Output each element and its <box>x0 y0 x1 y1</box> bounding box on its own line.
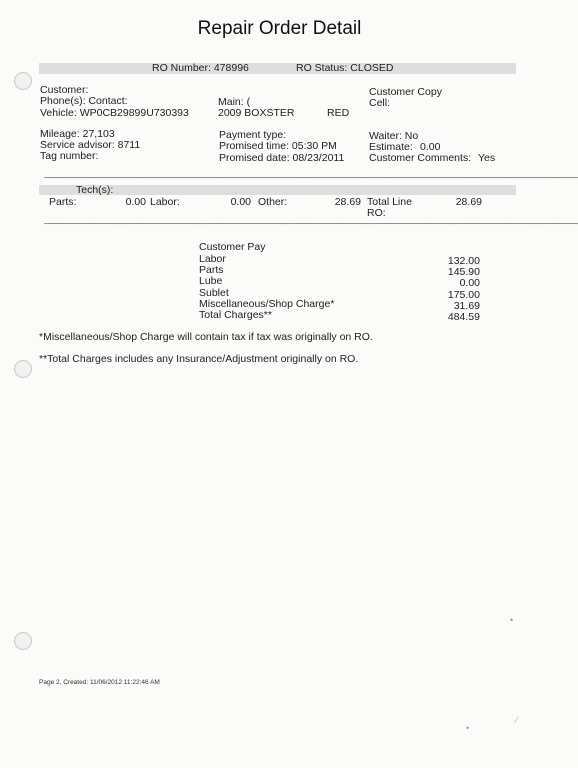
scan-mark: ⁄ <box>516 715 518 725</box>
parts-label: Parts: <box>49 196 77 208</box>
page-title: Repair Order Detail <box>197 18 362 39</box>
summary-label-labor: Labor <box>199 253 226 265</box>
summary-label-parts: Parts <box>199 264 224 276</box>
binder-hole-bottom <box>14 632 32 650</box>
summary-value-total: 484.59 <box>447 311 480 323</box>
ro-number: RO Number: 478996 <box>152 62 249 74</box>
ro-status: RO Status: CLOSED <box>296 62 394 74</box>
header-band <box>39 63 516 74</box>
main-phone: Main: ( <box>218 96 251 108</box>
total-line-value: 28.69 <box>455 196 482 208</box>
customer-pay-heading: Customer Pay <box>199 241 266 253</box>
parts-value: 0.00 <box>125 196 146 208</box>
estimate-value: 0.00 <box>420 141 441 153</box>
total-line-label: Total Line <box>367 196 412 208</box>
phones-label: Phone(s): Contact: <box>40 95 128 107</box>
summary-label-misc: Miscellaneous/Shop Charge* <box>199 298 335 310</box>
vehicle-vin: Vehicle: WP0CB29899U730393 <box>40 107 189 119</box>
payment-type: Payment type: <box>219 129 287 141</box>
divider-bottom: ~~~~~~~~~~~~~~~~~~~~~~~~~~~~~~~~~~~~~~~~~~~~~~~~~~~~~~~~~~~~~~~~~~~~~~~~~~~~~~~~~~~~~~~~~~~~~~~~~~~~~~~~~~~~~~~~~~~~~~~~~~~~~~~~~~~~~~~~~~~~ <box>44 219 578 228</box>
promised-date: Promised date: 08/23/2011 <box>219 152 345 164</box>
tag-number: Tag number: <box>40 150 99 162</box>
promised-time: Promised time: 05:30 PM <box>219 140 337 152</box>
note-total-charges: **Total Charges includes any Insurance/Adjustment originally on RO. <box>39 353 359 365</box>
estimate-label: Estimate: <box>369 141 413 153</box>
summary-value-sublet: 175.00 <box>447 289 480 301</box>
scan-speck: • <box>466 723 470 733</box>
comments-value: Yes <box>478 152 496 164</box>
comments-label: Customer Comments: <box>369 152 472 164</box>
cell-label: Cell: <box>369 97 391 109</box>
binder-hole-middle <box>14 360 32 378</box>
techs-label: Tech(s): <box>76 184 114 196</box>
summary-label-sublet: Sublet <box>199 287 229 299</box>
customer-label: Customer: <box>40 84 89 96</box>
summary-value-parts: 145.90 <box>447 266 480 278</box>
summary-label-lube: Lube <box>199 275 223 287</box>
summary-label-total: Total Charges** <box>199 309 272 321</box>
labor-value: 0.00 <box>230 196 251 208</box>
total-ro-label: RO: <box>367 207 386 219</box>
page-footer: Page 2, Created: 11/06/2012 11:22:46 AM <box>39 679 160 686</box>
note-misc-charge: *Miscellaneous/Shop Charge will contain tax if tax was originally on RO. <box>39 331 373 343</box>
vehicle-description: 2009 BOXSTER <box>218 107 295 119</box>
waiter: Waiter: No <box>369 130 419 142</box>
summary-value-labor: 132.00 <box>447 255 480 267</box>
mileage: Mileage: 27,103 <box>40 128 115 140</box>
customer-copy-label: Customer Copy <box>369 86 442 98</box>
divider-top: ~~~~~~~~~~~~~~~~~~~~~~~~~~~~~~~~~~~~~~~~~~~~~~~~~~~~~~~~~~~~~~~~~~~~~~~~~~~~~~~~~~~~~~~~~~~~~~~~~~~~~~~~~~~~~~~~~~~~~~~~~~~~~~~~~~~~~~~~~~~~ <box>44 173 578 182</box>
summary-value-misc: 31.69 <box>453 300 480 312</box>
other-label: Other: <box>258 196 288 208</box>
service-advisor: Service advisor: 8711 <box>40 139 141 151</box>
summary-value-lube: 0.00 <box>459 277 480 289</box>
labor-label: Labor: <box>150 196 180 208</box>
scan-speck: • <box>510 615 514 625</box>
other-value: 28.69 <box>334 196 361 208</box>
vehicle-color: RED <box>327 107 350 119</box>
binder-hole-top <box>14 72 32 90</box>
